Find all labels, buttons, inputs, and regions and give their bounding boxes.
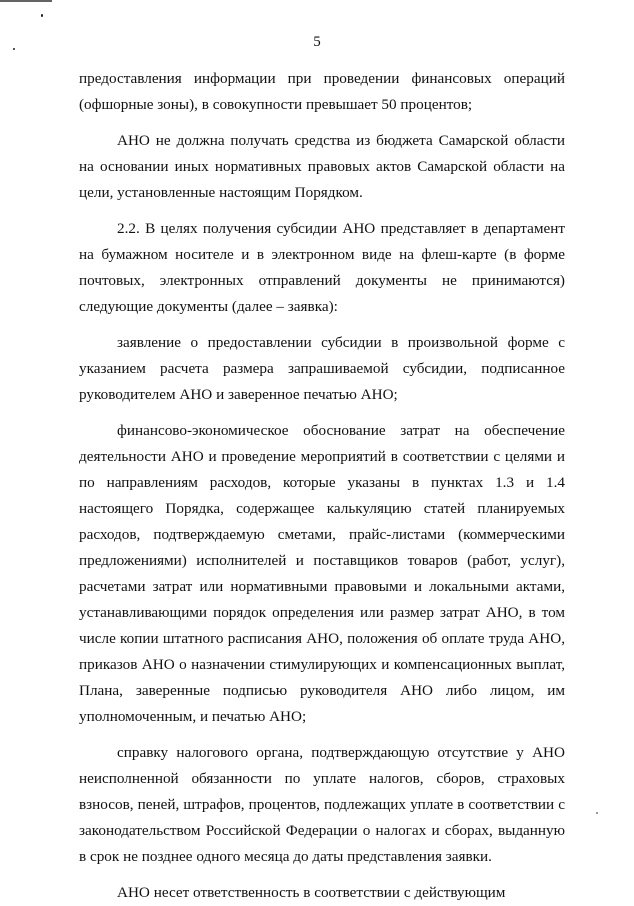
paragraph-tax-certificate: справку налогового органа, подтверждающую отсутствие у АНО неисполненной обязанности по уплате налогов, сборов, страховых взносов, пеней, штрафов, процентов, подлежащих уплате в соответствии с законодательством Российской Федерации о налогах и сборах, выданную в срок не позднее одного месяца до даты представления заявки. — [79, 744, 565, 865]
page-number: 5 — [313, 34, 321, 50]
paragraph-financial-justification: финансово-экономическое обоснование затрат на обеспечение деятельности АНО и проведение мероприятий в соответствии с целями и по направлениям расходов, которые указаны в пунктах 1.3 и 1.4 настоящего Порядка, содержащее калькуляцию статей планируемых расходов, подтверждаемую сметами, прайс-листами (коммерческими предложениями) исполнителей и поставщиков товаров (работ, услуг), расчетами затрат или нормативными правовыми и локальными актами, устанавливающими порядок определения или размер затрат АНО, в том числе копии штатного расписания АНО, положения об оплате труда АНО, приказов АНО о назначении стимулирующих и компенсационных выплат, Плана, заверенные подписью руководителя АНО либо лицом, им уполномоченным, и печатью АНО; — [79, 422, 565, 725]
paragraph-offshore-continuation: предоставления информации при проведении финансовых операций (офшорные зоны), в совокупности превышает 50 процентов; — [79, 70, 565, 113]
document-body — [79, 66, 565, 906]
paragraph-budget-restriction: АНО не должна получать средства из бюджета Самарской области на основании иных нормативных правовых актов Самарской области на цели, установленные настоящим Порядком. — [79, 132, 565, 201]
paragraph-responsibility: АНО несет ответственность в соответствии с действующим — [117, 884, 506, 901]
scan-artifact-line — [0, 0, 52, 2]
paragraph-application-statement: заявление о предоставлении субсидии в произвольной форме с указанием расчета размера запрашиваемой субсидии, подписанное руководителем АНО и заверенное печатью АНО; — [79, 334, 565, 403]
scan-artifact-dot — [596, 812, 598, 814]
scan-artifact-dot — [41, 14, 43, 17]
paragraph-2-2-documents: 2.2. В целях получения субсидии АНО представляет в департамент на бумажном носителе и в электронном виде на флеш-карте (в форме почтовых, электронных отправлений документы не принимаются) следующие документы (далее – заявка): — [79, 220, 565, 315]
